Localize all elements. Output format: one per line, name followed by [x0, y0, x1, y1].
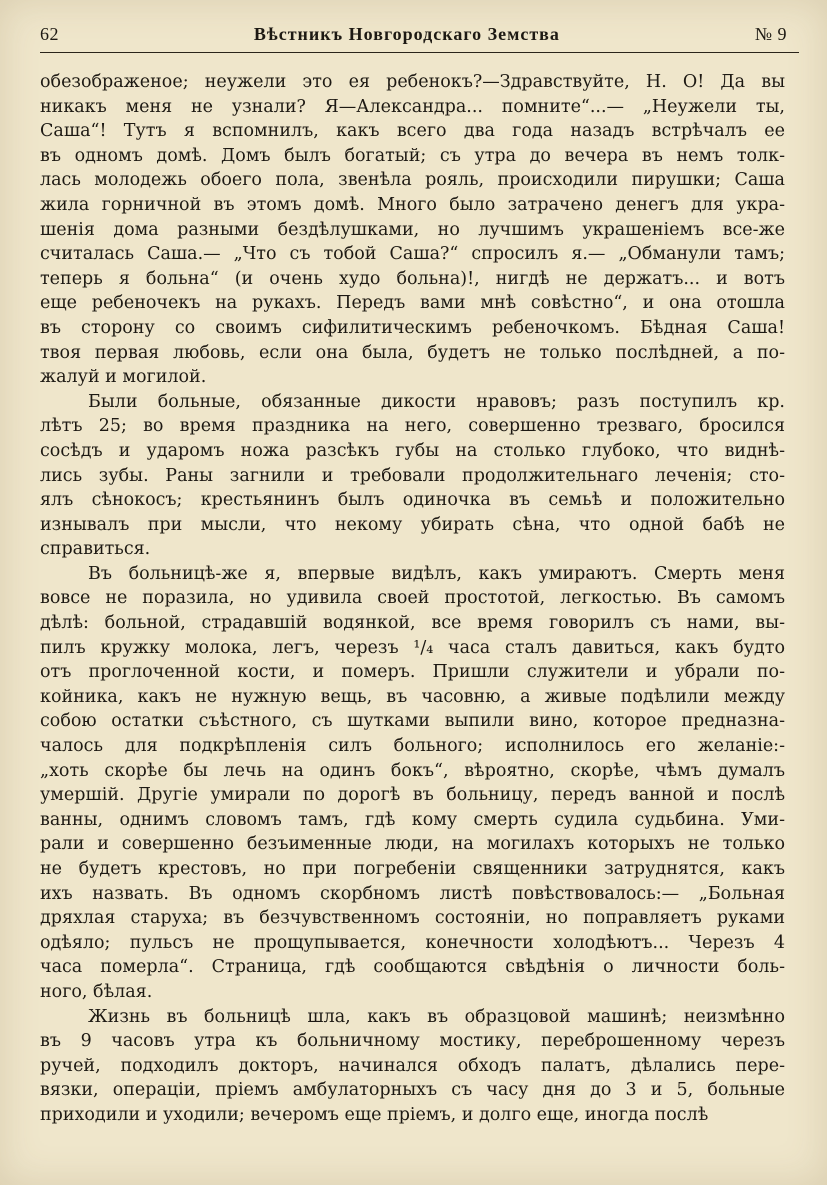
text-line: ялъ сѣнокосъ; крестьянинъ былъ одиночка въ семьѣ и положительно	[40, 490, 785, 511]
text-line: умершій. Другіе умирали по дорогѣ въ больницу, передъ ванной и послѣ	[40, 785, 785, 806]
paragraph	[40, 562, 785, 1005]
text-line: Были больные, обязанные дикости нравовъ; разъ поступилъ кр.	[88, 391, 785, 412]
text-line: часа померла“. Страница, гдѣ сообщаются свѣдѣнія о личности боль-	[40, 957, 785, 978]
text-line: ихъ назвать. Въ одномъ скорбномъ листѣ повѣствовалось:— „Больная	[40, 883, 785, 904]
text-line: лась молодежь обоего пола, звенѣла рояль, происходили пирушки; Саша	[40, 170, 785, 191]
text-line: приходили и уходили; вечеромъ еще пріемъ, и долго еще, иногда послѣ	[40, 1104, 709, 1125]
text-line: дряхлая старуха; въ безчувственномъ состояніи, но поправляетъ руками	[40, 908, 785, 929]
text-line: въ 9 часовъ утра къ больничному мостику, переброшенному черезъ	[40, 1031, 785, 1052]
text-line: не будетъ крестовъ, но при погребеніи священники затруднятся, какъ	[40, 859, 785, 879]
text-line: въ одномъ домѣ. Домъ былъ богатый; съ утра до вечера въ немъ толк-	[40, 145, 785, 166]
text-line: теперь я больна“ (и очень худо больна)!, нигдѣ не держатъ... и вотъ	[40, 268, 785, 289]
text-line: жалуй и могилой.	[40, 367, 207, 388]
text-line: жила горничной въ этомъ домѣ. Много было затрачено денегъ для укра-	[40, 194, 785, 215]
text-line: отъ проглоченной кости, и померъ. Пришли служители и убрали по-	[40, 662, 785, 683]
text-line: изнывалъ при мысли, что некому убирать сѣна, что одной бабѣ не	[40, 514, 785, 535]
article-body	[40, 70, 785, 1128]
text-line: дѣлѣ: больной, страдавшій водянкой, все время говорилъ съ нами, вы-	[40, 613, 785, 634]
text-line: сосѣдъ и ударомъ ножа разсѣкъ губы на столько глубоко, что виднѣ-	[40, 440, 785, 461]
text-line: рали и совершенно безъименные люди, на могилахъ которыхъ не только	[40, 834, 785, 855]
text-line: одѣяло; пульсъ не прощупывается, конечности холодѣютъ... Черезъ 4	[40, 932, 785, 953]
text-line: лѣтъ 25; во время праздника на него, совершенно трезваго, бросился	[40, 416, 785, 437]
paragraph	[40, 1005, 785, 1128]
text-line: обезображеное; неужели это ея ребенокъ?—Здравствуйте, Н. О! Да вы	[40, 72, 785, 92]
text-line: лись зубы. Раны загнили и требовали продолжительнаго леченія; сто-	[40, 465, 785, 486]
header-rule	[40, 52, 799, 53]
text-line: считалась Саша.— „Что съ тобой Саша?“ спросилъ я.— „Обманули тамъ;	[40, 244, 785, 265]
text-line: никакъ меня не узнали? Я—Александра... помните“...— „Неужели ты,	[40, 96, 785, 117]
text-line: въ сторону со своимъ сифилитическимъ ребеночкомъ. Бѣдная Саша!	[40, 317, 785, 338]
text-line: Саша“! Тутъ я вспомнилъ, какъ всего два года назадъ встрѣчалъ ее	[40, 121, 785, 142]
text-line: ручей, подходилъ докторъ, начинался обходъ палатъ, дѣлались пере-	[40, 1055, 785, 1076]
text-line: „хоть скорѣе бы лечь на одинъ бокъ“, вѣроятно, скорѣе, чѣмъ думалъ	[40, 760, 785, 781]
issue-number: № 9	[754, 24, 787, 44]
text-line: Жизнь въ больницѣ шла, какъ въ образцовой машинѣ; неизмѣнно	[88, 1006, 785, 1027]
text-line: шенія дома разными бездѣлушками, но лучшимъ украшеніемъ все-же	[40, 219, 785, 240]
text-line: еще ребеночекъ на рукахъ. Передъ вами мнѣ совѣстно“, и она отошла	[40, 293, 785, 314]
text-line: собою остатки съѣстного, съ шутками выпили вино, которое предназна-	[40, 711, 785, 732]
paragraph	[40, 70, 785, 390]
text-line: справиться.	[40, 539, 151, 560]
text-line: твоя первая любовь, если она была, будетъ не только послѣдней, а по-	[40, 342, 785, 363]
text-line: вовсе не поразила, но удивила своей простотой, легкостью. Въ самомъ	[40, 588, 785, 609]
text-line: койника, какъ не нужную вещь, въ часовню, а живые подѣлили между	[40, 686, 785, 707]
text-line: Въ больницѣ-же я, впервые видѣлъ, какъ умираютъ. Смерть меня	[88, 563, 785, 584]
text-line: пилъ кружку молока, легъ, черезъ ¹/₄ часа сталъ давиться, какъ будто	[40, 637, 785, 658]
text-line: ного, бѣлая.	[40, 981, 153, 1002]
text-line: чалось для подкрѣпленія силъ больного; исполнилось его желаніе:-	[40, 736, 785, 757]
text-line: вязки, операціи, пріемъ амбулаторныхъ съ часу дня до 3 и 5, больные	[40, 1080, 785, 1101]
running-header	[40, 24, 787, 50]
page-number: 62	[40, 24, 59, 44]
journal-title: Вѣстникъ Новгородскаго Земства	[253, 24, 560, 44]
paragraph	[40, 390, 785, 562]
text-line: ванны, однимъ словомъ тамъ, гдѣ кому смерть судила судьбина. Уми-	[40, 809, 785, 830]
